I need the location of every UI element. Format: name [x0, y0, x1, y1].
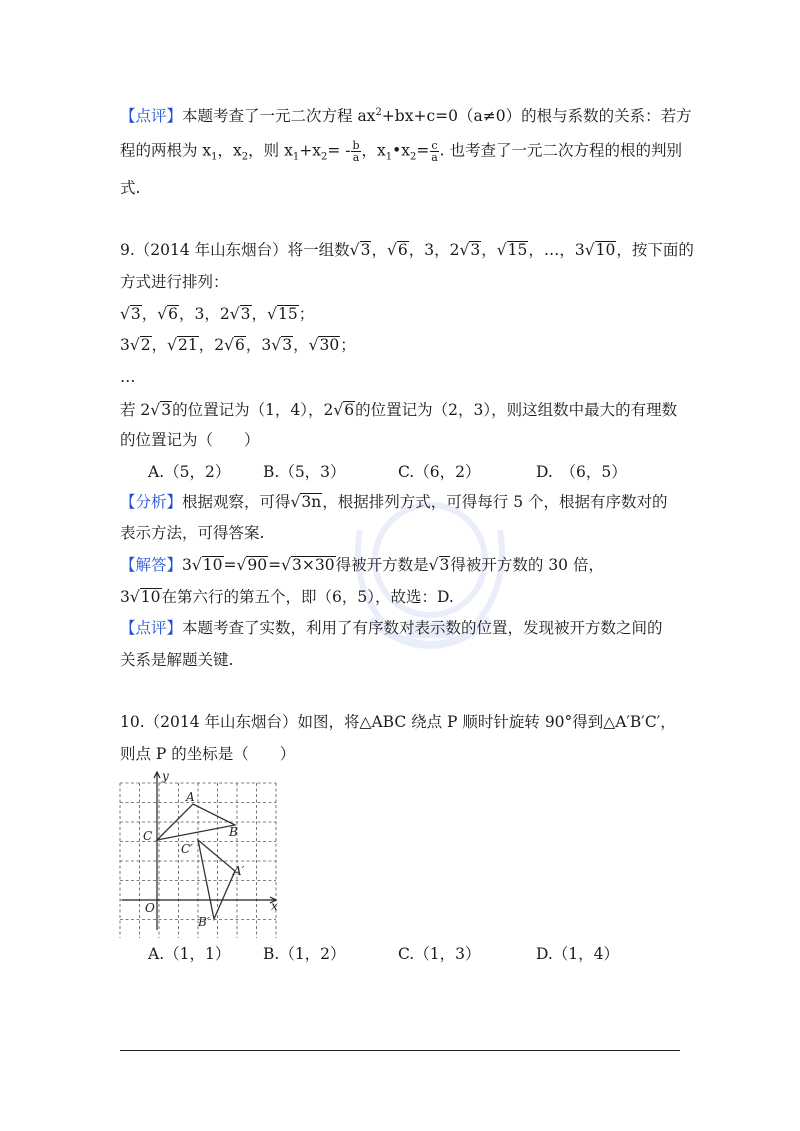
comment8-line1: 【点评】本题考查了一元二次方程 $ax^2+bx+c=0(a\ne 0)$的根与系数的关系：若方: [120, 107, 692, 126]
q10-option-d[interactable]: D.（1，4）: [536, 945, 620, 963]
y-axis-label: y: [162, 769, 169, 783]
point-b-label: B: [229, 825, 238, 839]
comment-tag: 【点评】: [120, 619, 183, 637]
q10-option-a[interactable]: A.（1，1）: [148, 945, 231, 963]
q10-stem-line1: 10.（2014 年山东烟台）如图，将△ABC 绕点 P 顺时针旋转 90°得到△A′B′C′，: [120, 713, 676, 731]
q9-option-c[interactable]: C.（6，2）: [398, 463, 481, 481]
q9-option-d[interactable]: D. （6，5）: [536, 463, 627, 481]
analysis-tag: 【分析】: [120, 493, 183, 511]
origin-label: O: [145, 901, 155, 915]
triangle-a1b1c1: [198, 840, 235, 919]
q9-stem-line2: 方式进行排列：: [120, 273, 229, 291]
q9-analysis-line1: 【分析】根据观察，可得√3n，根据排列方式，可得每行 5 个，根据有序数对的: [120, 493, 668, 511]
point-b1-label: B′: [198, 915, 210, 929]
point-c1-label: C′: [181, 842, 193, 856]
q9-stem-line5: 若 2√3的位置记为（1，4），2√6的位置记为（2，3），则这组数中最大的有理数: [120, 401, 678, 419]
q9-answer-line2: 3√10在第六行的第五个，即（6，5），故选：D.: [120, 588, 454, 606]
fraction-b-over-a: $\frac{b}{a}$: [352, 139, 360, 164]
point-a1-label: A′: [233, 864, 245, 878]
coordinate-grid-figure: [115, 768, 285, 938]
q9-option-a[interactable]: A.（5，2）: [148, 463, 231, 481]
q9-comment-line2: 关系是解题关键.: [120, 651, 234, 669]
q9-option-b[interactable]: B.（5，3）: [263, 463, 346, 481]
q9-stem-line1: 9.（2014 年山东烟台）将一组数√3，√6，3，2√3，√15，…，3√10，按下面的: [120, 241, 694, 259]
q9-row1: √3，√6，3，2√3，√15；: [120, 305, 315, 323]
q9-options: [148, 462, 627, 482]
triangle-abc: [157, 804, 235, 840]
comment-tag: 【点评】: [120, 107, 183, 126]
q9-row2: 3√2，√21，2√6，3√3，√30；: [120, 336, 356, 354]
comment8-line3: 式.: [120, 179, 141, 197]
footer-rule: [120, 1050, 680, 1051]
point-c-label: C: [143, 829, 153, 843]
comment8-line2: 程的两根为 $x_1$，$x_2$，则 $x_1+x_2=$ - $\frac{b}{a}$ ，$x_1•x_2=$ $\frac{c}{a}$ . 也考查了一元二次方程的根的判别: [120, 139, 682, 164]
q9-answer-line1: 【解答】3√10=√90=√3×30得被开方数是√3得被开方数的 30 倍，: [120, 556, 604, 574]
q9-analysis-line2: 表示方法，可得答案.: [120, 524, 265, 542]
q9-stem-line6: 的位置记为（ ）: [120, 431, 260, 449]
q9-comment-line1: 【点评】本题考查了实数，利用了有序数对表示数的位置，发现被开方数之间的: [120, 619, 663, 637]
q9-ellipsis: …: [120, 368, 136, 386]
point-a-label: A: [186, 790, 195, 804]
q10-stem-line2: 则点 P 的坐标是（ ）: [120, 745, 296, 763]
q10-options: [148, 944, 619, 964]
x-axis-label: x: [271, 899, 278, 913]
q10-option-c[interactable]: C.（1，3）: [398, 945, 481, 963]
q10-option-b[interactable]: B.（1，2）: [263, 945, 346, 963]
fraction-c-over-a: $\frac{c}{a}$: [431, 139, 438, 164]
answer-tag: 【解答】: [120, 556, 183, 574]
